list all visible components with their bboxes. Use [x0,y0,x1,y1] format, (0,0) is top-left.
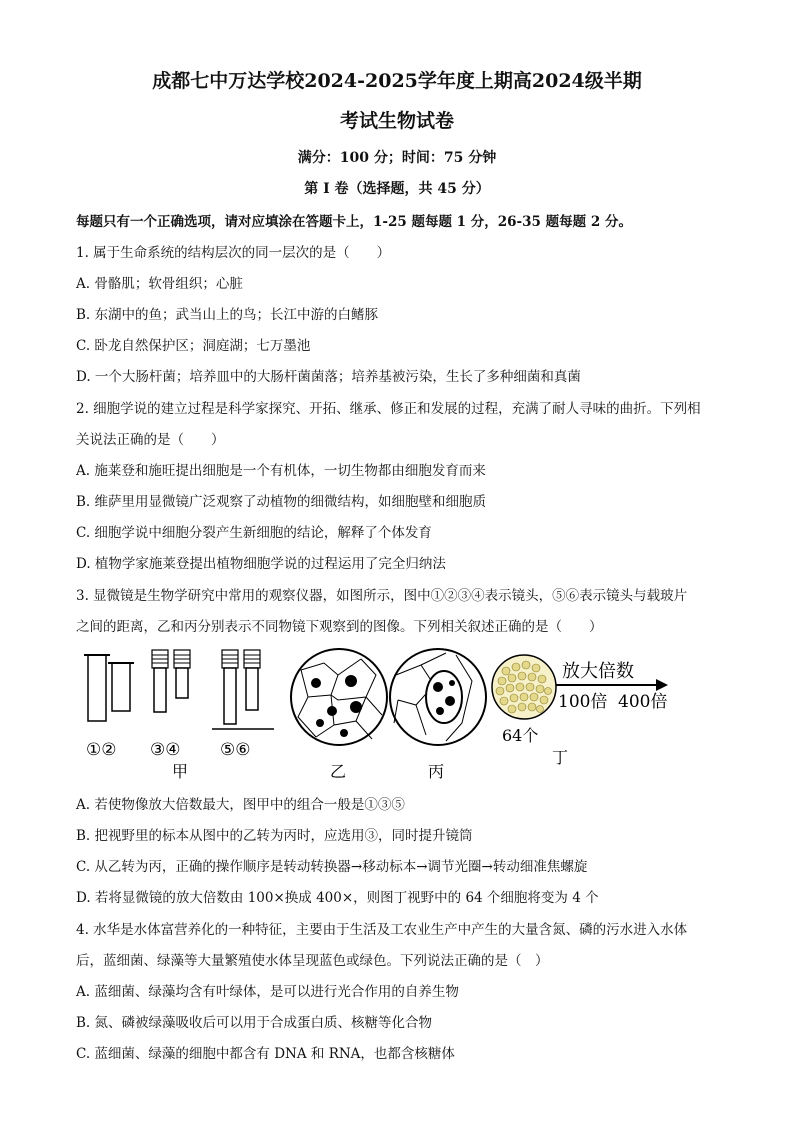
question-1-option-d: D. 一个大肠杆菌；培养皿中的大肠杆菌菌落；培养基被污染，生长了多种细菌和真菌 [76,369,581,385]
question-4-option-b: B. 氮、磷被绿藻吸收后可以用于合成蛋白质、核糖等化合物 [76,1015,433,1031]
figure-label-bing: 丙 [428,762,445,781]
question-3-option-a: A. 若使物像放大倍数最大，图甲中的组合一般是①③⑤ [76,797,405,813]
question-2-stem-line1: 2. 细胞学说的建立过程是科学家探究、开拓、继承、修正和发展的过程，充满了耐人寻味的曲折。下列相 [76,401,701,417]
question-4-stem-line2: 后，蓝细菌、绿藻等大量繁殖使水体呈现蓝色或绿色。下列说法正确的是（ ） [76,953,549,969]
question-4-option-a: A. 蓝细菌、绿藻均含有叶绿体，是可以进行光合作用的自养生物 [76,984,459,1000]
figure-label-ding: 丁 [552,748,569,767]
answer-instruction: 每题只有一个正确选项，请对应填涂在答题卡上，1-25 题每题 1 分，26-35 题每题 2 分。 [76,214,632,230]
question-3-option-b: B. 把视野里的标本从图中的乙转为丙时，应选用③，同时提升镜筒 [76,828,473,844]
cell-count-label: 64个 [502,726,539,745]
section-heading: 第 I 卷（选择题，共 45 分） [304,181,490,197]
view-yi-circle [291,649,387,745]
view-bing-circle [390,649,486,745]
objective-distance-5 [222,650,238,724]
question-2-option-a: A. 施莱登和施旺提出细胞是一个有机体，一切生物都由细胞发育而来 [76,463,486,479]
question-3-option-d: D. 若将显微镜的放大倍数由 100×换成 400×，则图丁视野中的 64 个细胞将变为 4 个 [76,890,599,906]
magnification-low: 100倍 [558,692,608,712]
view-ding-circle [492,655,556,719]
objective-distance-6 [244,650,260,710]
lens-label-5-6: ⑤⑥ [220,740,251,760]
objective-lens-3 [152,650,168,712]
question-1-option-c: C. 卧龙自然保护区；洞庭湖；七万墨池 [76,338,311,354]
question-4-stem-line1: 4. 水华是水体富营养化的一种特征，主要由于生活及工农业生产中产生的大量含氮、磷的污水进入水体 [76,922,688,938]
question-2-option-c: C. 细胞学说中细胞分裂产生新细胞的结论，解释了个体发育 [76,525,432,541]
score-time-info: 满分：100 分；时间：75 分钟 [297,150,497,166]
question-1-stem: 1. 属于生命系统的结构层次的同一层次的是（ ） [76,245,391,261]
exam-title-line2: 考试生物试卷 [339,110,454,132]
question-3-option-c: C. 从乙转为丙，正确的操作顺序是转动转换器→移动标本→调节光圈→转动细准焦螺旋 [76,859,588,875]
exam-title-line1: 成都七中万达学校2024-2025学年度上期高2024级半期 [152,70,642,92]
question-2-option-b: B. 维萨里用显微镜广泛观察了动植物的细微结构，如细胞壁和细胞质 [76,494,487,510]
question-3-stem-line2: 之间的距离，乙和丙分别表示不同物镜下观察到的图像。下列相关叙述正确的是（ ） [76,619,603,635]
question-1-option-b: B. 东湖中的鱼；武当山上的鸟；长江中游的白鳍豚 [76,307,379,323]
question-2-stem-line2: 关说法正确的是（ ） [76,432,225,448]
figure-label-yi: 乙 [330,762,347,781]
magnification-title: 放大倍数 [562,661,634,682]
question-4-option-c: C. 蓝细菌、绿藻的细胞中都含有 DNA 和 RNA，也都含核糖体 [76,1046,455,1062]
objective-lens-4 [174,650,190,698]
figure-label-jia: 甲 [172,762,189,781]
question-3-stem-line1: 3. 显微镜是生物学研究中常用的观察仪器，如图所示，图中①②③④表示镜头，⑤⑥表示镜头与载玻片 [76,588,688,604]
lens-label-1-2: ①② [86,740,117,760]
eyepiece-lens-2 [108,663,134,711]
question-1-option-a: A. 骨骼肌；软骨组织；心脏 [76,276,243,292]
lens-label-3-4: ③④ [150,740,181,760]
magnification-high: 400倍 [618,692,668,712]
eyepiece-lens-1 [84,655,110,721]
microscope-figure [76,645,696,785]
question-2-option-d: D. 植物学家施莱登提出植物细胞学说的过程运用了完全归纳法 [76,556,446,572]
